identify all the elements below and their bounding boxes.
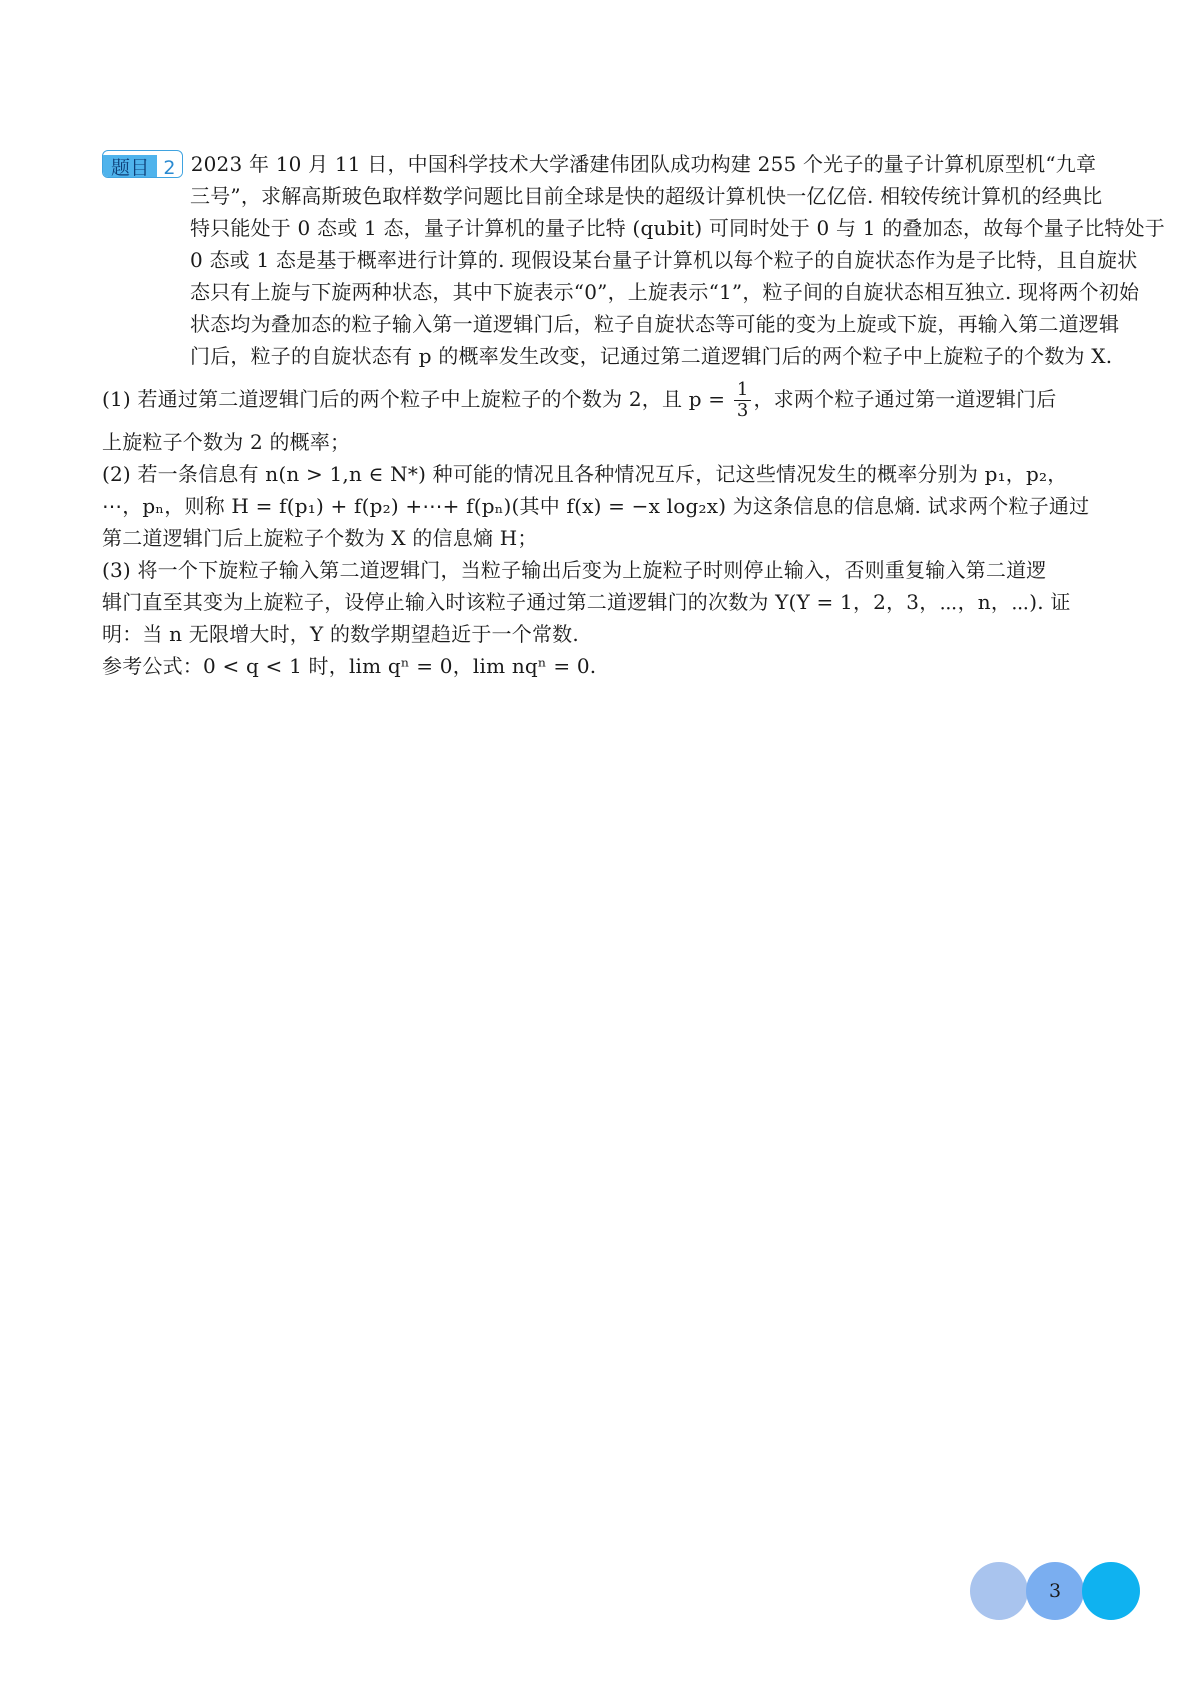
question-2-line-1: (2) 若一条信息有 n(n > 1,n ∈ N*) 种可能的情况且各种情况互斥，记这些情况发生的概率分别为 p₁，p₂， — [102, 462, 1068, 486]
problem-line-1 — [102, 148, 1097, 180]
page-number: 3 — [1048, 1580, 1062, 1602]
question-3-line-2: 辑门直至其变为上旋粒子，设停止输入时该粒子通过第二道逻辑门的次数为 Y(Y = 1，2，3，⋯，n，⋯). 证 — [102, 590, 1071, 614]
question-3-line-3: 明：当 n 无限增大时，Y 的数学期望趋近于一个常数. — [102, 622, 579, 646]
problem-line-4: 0 态或 1 态是基于概率进行计算的. 现假设某台量子计算机以每个粒子的自旋状态作为是子比特，且自旋状 — [190, 248, 1138, 272]
problem-badge — [102, 150, 183, 178]
reference-formula: 参考公式：0 < q < 1 时，lim qⁿ = 0，lim nqⁿ = 0. — [102, 654, 597, 678]
problem-line-3: 特只能处于 0 态或 1 态，量子计算机的量子比特 (qubit) 可同时处于 0 与 1 的叠加态，故每个量子比特处于 — [190, 216, 1165, 240]
question-1-text-a: (1) 若通过第二道逻辑门后的两个粒子中上旋粒子的个数为 2，且 p = — [102, 387, 726, 411]
question-2-line-3: 第二道逻辑门后上旋粒子个数为 X 的信息熵 H； — [102, 526, 538, 550]
fraction-denominator: 3 — [736, 400, 749, 421]
question-1-line-2: 上旋粒子个数为 2 的概率； — [102, 430, 351, 454]
problem-line-2: 三号”，求解高斯玻色取样数学问题比目前全球是快的超级计算机快一亿亿倍. 相较传统计算机的经典比 — [190, 184, 1103, 208]
question-1-line-1 — [102, 372, 1092, 426]
decor-circle-right — [1082, 1562, 1140, 1620]
fraction-one-third — [734, 380, 752, 421]
question-2-line-2: ⋯，pₙ，则称 H = f(p₁) + f(p₂) +⋯+ f(pₙ)(其中 f(x) = −x log₂x) 为这条信息的信息熵. 试求两个粒子通过 — [102, 494, 1090, 518]
problem-badge-number: 2 — [157, 155, 181, 178]
decor-circle-left — [970, 1562, 1028, 1620]
problem-text: 2023 年 10 月 11 日，中国科学技术大学潘建伟团队成功构建 255 个光子的量子计算机原型机“九章 — [190, 152, 1097, 176]
fraction-numerator: 1 — [734, 380, 752, 401]
problem-badge-label: 题目 — [103, 155, 157, 178]
problem-block — [102, 148, 1165, 682]
problem-line-7: 门后，粒子的自旋状态有 p 的概率发生改变，记通过第二道逻辑门后的两个粒子中上旋粒子的个数为 X. — [190, 344, 1113, 368]
problem-line-5: 态只有上旋与下旋两种状态，其中下旋表示“0”，上旋表示“1”，粒子间的自旋状态相互独立. 现将两个初始 — [190, 280, 1140, 304]
question-3-line-1: (3) 将一个下旋粒子输入第二道逻辑门，当粒子输出后变为上旋粒子时则停止输入，否则重复输入第二道逻 — [102, 558, 1047, 582]
page-number-badge — [970, 1562, 1140, 1620]
question-1-text-b: ，求两个粒子通过第一道逻辑门后 — [753, 387, 1057, 411]
problem-line-6: 状态均为叠加态的粒子输入第一道逻辑门后，粒子自旋状态等可能的变为上旋或下旋，再输入第二道逻辑 — [190, 312, 1120, 336]
